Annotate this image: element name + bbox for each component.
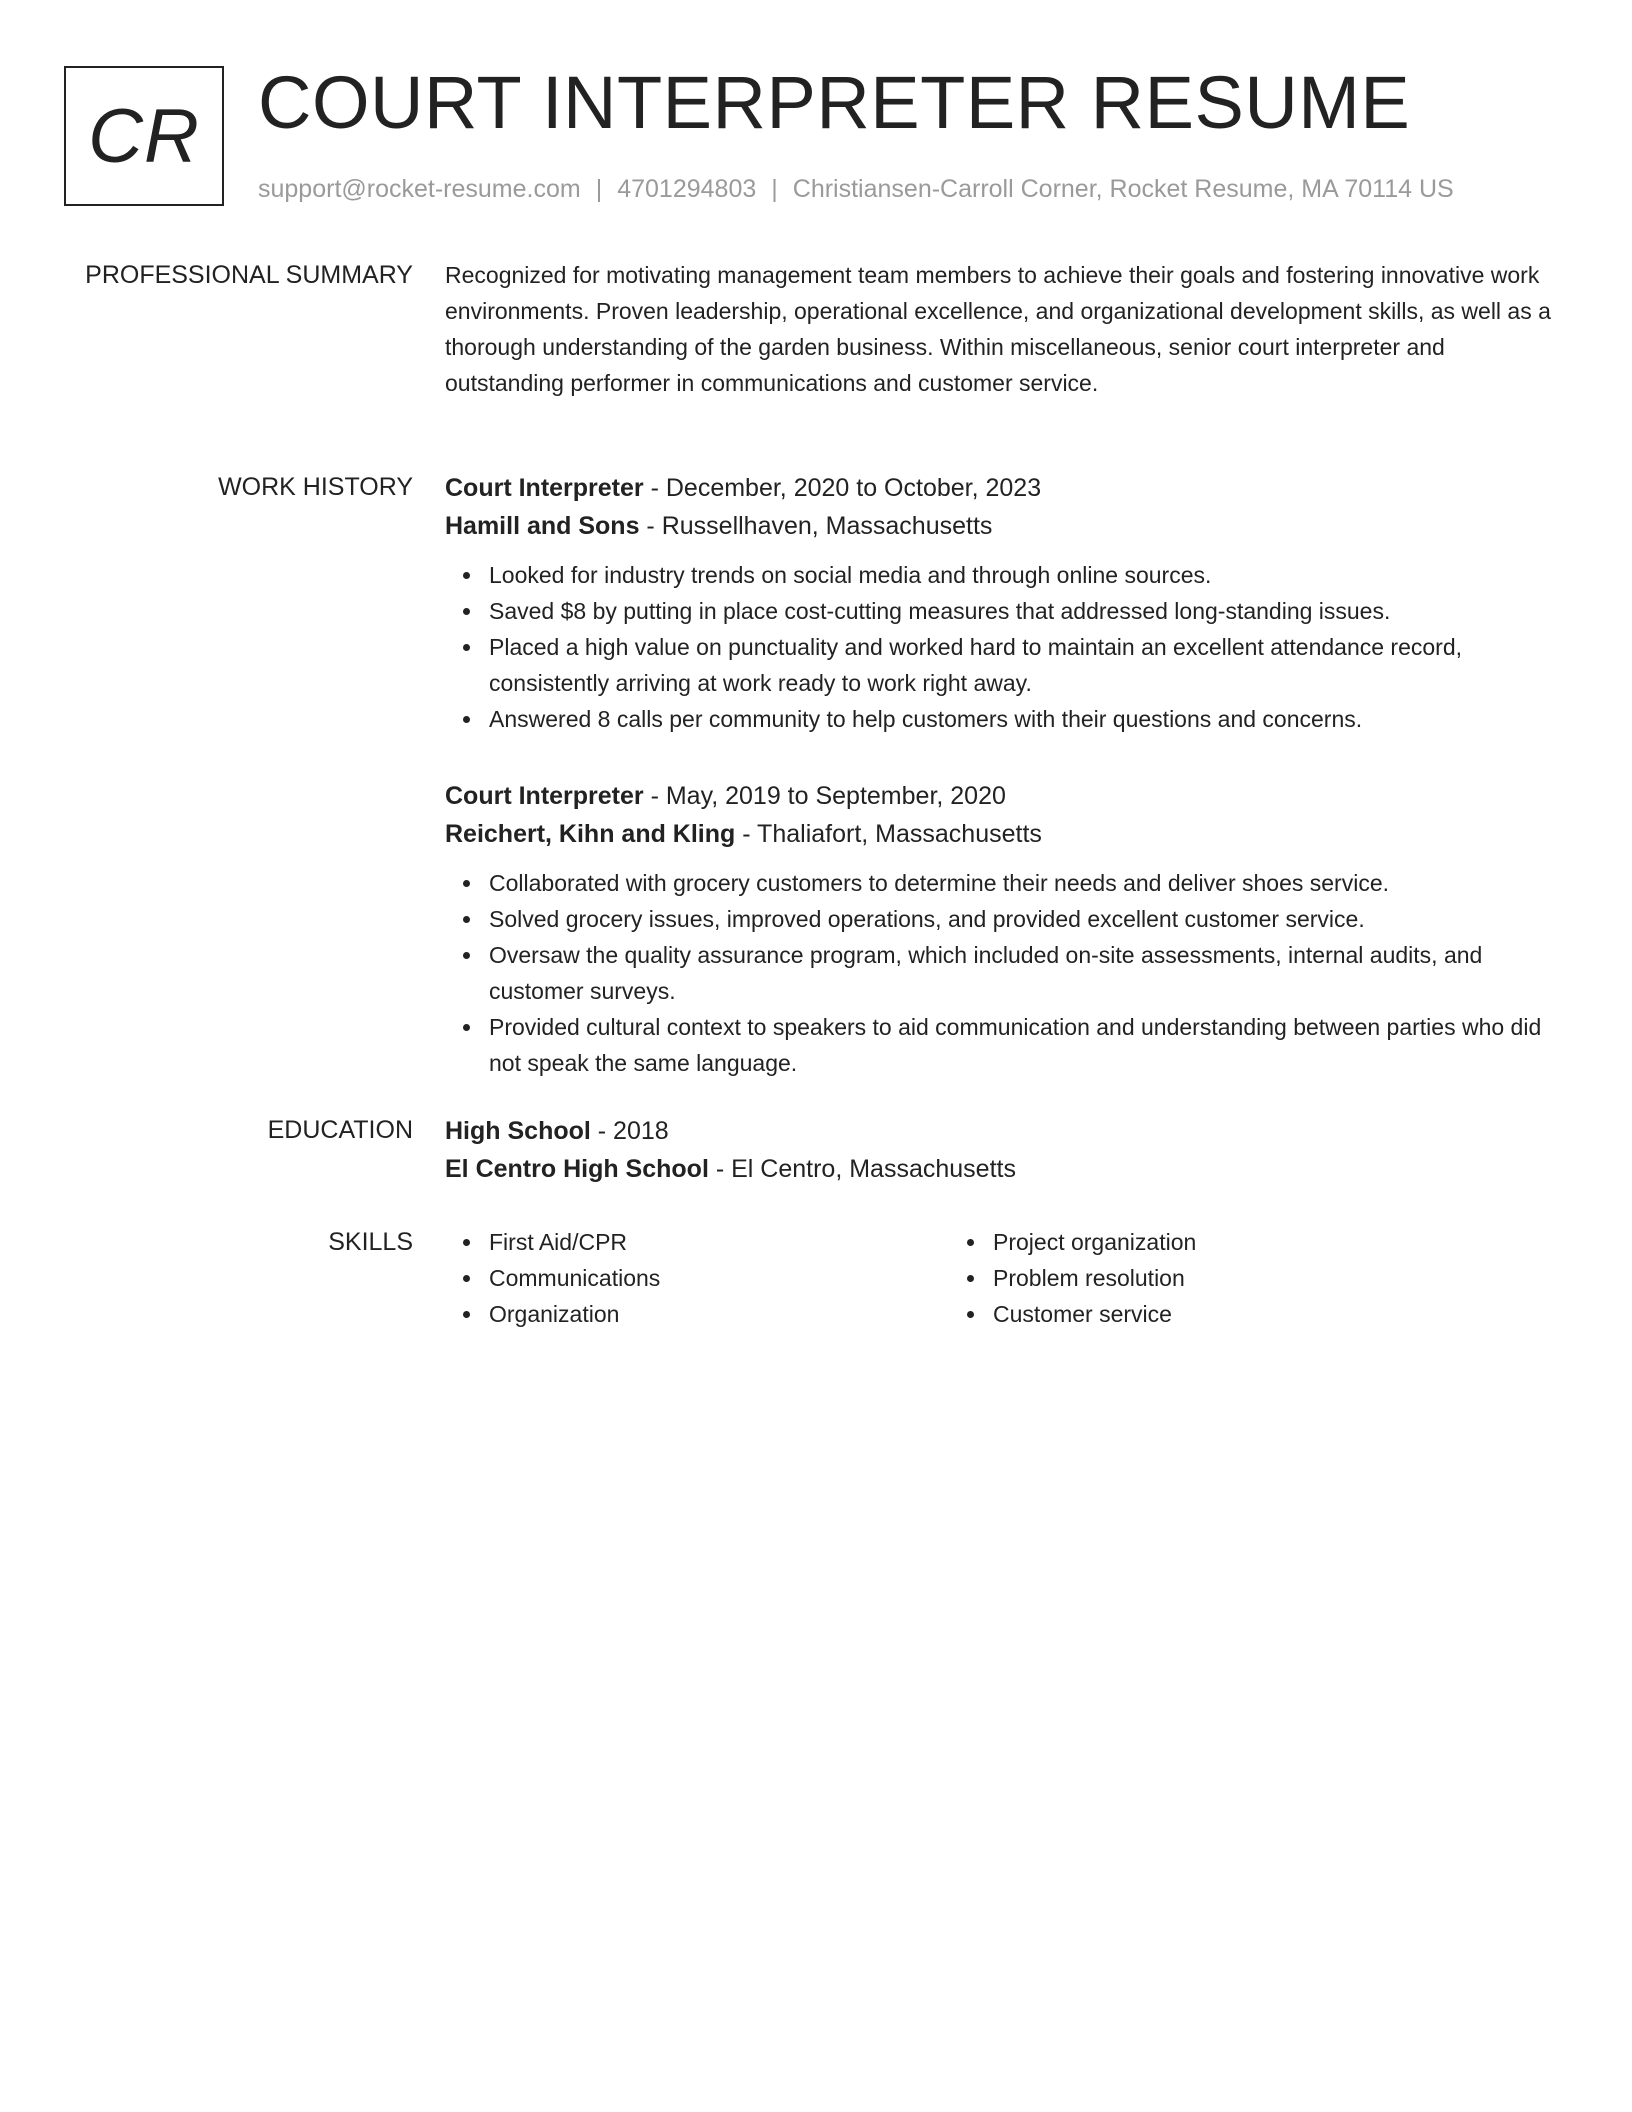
list-item: Customer service [993, 1296, 1453, 1332]
contact-email: support@rocket-resume.com [258, 175, 581, 203]
skills-body [445, 1224, 1565, 1332]
contact-separator: | [595, 175, 603, 203]
education-degree: High School [445, 1117, 591, 1145]
skills-list-left [445, 1224, 949, 1332]
section-label-work-history: WORK HISTORY [218, 473, 413, 501]
skills-list-right [949, 1224, 1453, 1332]
job-company: Reichert, Kihn and Kling [445, 820, 736, 848]
education-school-line [445, 1150, 1565, 1188]
job-bullets [445, 557, 1565, 737]
list-item: Organization [489, 1296, 949, 1332]
job-entry [445, 777, 1565, 1081]
job-title-line [445, 777, 1565, 815]
summary-body [445, 257, 1565, 401]
list-item: Solved grocery issues, improved operations, and provided excellent customer service. [489, 901, 1565, 937]
job-company-line [445, 507, 1565, 545]
list-item: Project organization [993, 1224, 1453, 1260]
job-location: - Russellhaven, Massachusetts [639, 512, 993, 540]
summary-text: Recognized for motivating management team members to achieve their goals and fostering innovative work environments. Proven leadership, operational excellence, and organizational development skills, as well as a thorough understanding of the garden business. Within miscellaneous, senior court interpreter and outstanding performer in communications and customer service. [445, 262, 1551, 396]
job-location: - Thaliafort, Massachusetts [735, 820, 1042, 848]
list-item: Answered 8 calls per community to help customers with their questions and concerns. [489, 701, 1565, 737]
section-label-summary: PROFESSIONAL SUMMARY [85, 261, 413, 289]
list-item: Problem resolution [993, 1260, 1453, 1296]
page-title: COURT INTERPRETER RESUME [258, 61, 1411, 144]
education-location: - El Centro, Massachusetts [708, 1155, 1016, 1183]
list-item: Looked for industry trends on social media and through online sources. [489, 557, 1565, 593]
education-degree-line [445, 1112, 1565, 1150]
work-history-body [445, 469, 1565, 1121]
list-item: Communications [489, 1260, 949, 1296]
monogram-badge: CR [64, 66, 224, 206]
job-title: Court Interpreter [445, 782, 644, 810]
job-company-line [445, 815, 1565, 853]
job-bullets [445, 865, 1565, 1081]
job-title: Court Interpreter [445, 474, 644, 502]
contact-separator: | [771, 175, 778, 203]
job-company: Hamill and Sons [445, 512, 640, 540]
list-item: Provided cultural context to speakers to aid communication and understanding between parties who did not speak the same language. [489, 1009, 1565, 1081]
skills-columns [445, 1224, 1565, 1332]
contact-phone: 4701294803 [617, 175, 757, 203]
contact-address: Christiansen-Carroll Corner, Rocket Resume, MA 70114 US [792, 175, 1454, 203]
contact-line [258, 172, 1454, 206]
list-item: Saved $8 by putting in place cost-cutting measures that addressed long-standing issues. [489, 593, 1565, 629]
education-body [445, 1112, 1565, 1188]
job-entry [445, 469, 1565, 737]
job-dates: - December, 2020 to October, 2023 [643, 474, 1042, 502]
list-item: Collaborated with grocery customers to determine their needs and deliver shoes service. [489, 865, 1565, 901]
education-year: - 2018 [590, 1117, 669, 1145]
section-label-skills: SKILLS [328, 1228, 413, 1256]
job-title-line [445, 469, 1565, 507]
section-label-education: EDUCATION [267, 1116, 413, 1144]
list-item: First Aid/CPR [489, 1224, 949, 1260]
education-school: El Centro High School [445, 1155, 709, 1183]
list-item: Oversaw the quality assurance program, which included on-site assessments, internal audits, and customer surveys. [489, 937, 1565, 1009]
job-dates: - May, 2019 to September, 2020 [643, 782, 1006, 810]
list-item: Placed a high value on punctuality and worked hard to maintain an excellent attendance record, consistently arriving at work ready to work right away. [489, 629, 1565, 701]
